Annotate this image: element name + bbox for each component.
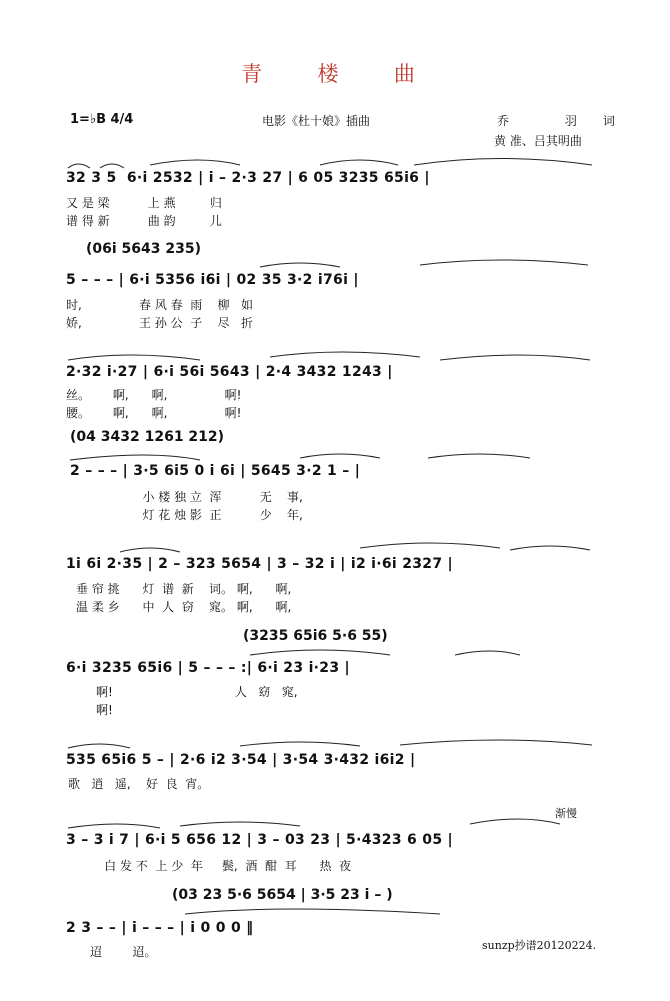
score-line-2-lyrics-verse-1: 时, 春 风 春 雨 柳 如 <box>66 298 253 312</box>
key-signature: 1=♭B 4/4 <box>70 112 134 127</box>
score-line-8-notes: 3 – 3 i 7 | 6·i 5 656 12 | 3 – 03 23 | 5·4323 6 05 | <box>66 832 453 848</box>
transcriber-credit: sunzp抄谱20120224. <box>482 939 597 952</box>
slur-mark <box>270 352 420 357</box>
slur-mark <box>100 164 124 168</box>
score-line-5-lyrics-verse-1: 垂 帘 挑 灯 谱 新 词。 啊, 啊, <box>76 582 292 596</box>
score-line-1-notes: 32 3 5 6·i 2532 | i – 2·3 27 | 6 05 3235 65i6 | <box>66 170 430 186</box>
slur-mark <box>510 546 590 550</box>
slur-mark <box>400 740 592 745</box>
score-line-4-notes: 2 – – – | 3·5 6i5 0 i 6i | 5645 3·2 1 – | <box>70 463 361 479</box>
slur-mark <box>300 454 380 458</box>
score-line-4-lyrics-verse-2: 灯 花 烛 影 正 少 年, <box>70 508 303 522</box>
interlude-1: (06i 5643 235) <box>86 241 202 257</box>
interlude-3: (3235 65i6 5·6 55) <box>243 628 388 644</box>
slur-mark <box>250 650 390 655</box>
score-line-2-notes: 5 – – – | 6·i 5356 i6i | 02 35 3·2 i76i | <box>66 272 359 288</box>
slur-mark <box>70 455 200 460</box>
score-line-3-notes: 2·32 i·27 | 6·i 56i 5643 | 2·4 3432 1243 | <box>66 364 393 380</box>
slur-mark <box>68 744 130 748</box>
score-line-5-lyrics-verse-2: 温 柔 乡 中 人 窃 窕。 啊, 啊, <box>76 600 292 614</box>
slur-mark <box>180 822 300 826</box>
interlude-2: (04 3432 1261 212) <box>70 429 225 445</box>
slur-mark <box>120 548 180 552</box>
score-line-1-lyrics-verse-2: 谱 得 新 曲 韵 儿 <box>66 214 222 228</box>
score-line-7-notes: 535 65i6 5 – | 2·6 i2 3·54 | 3·54 3·432 i6i2 | <box>66 752 416 768</box>
slur-mark <box>414 159 592 166</box>
slur-mark <box>360 543 500 548</box>
lyricist: 乔 羽词 <box>497 114 641 128</box>
score-line-8-lyrics-verse-1: 白 发 不 上 少 年 鬓, 酒 酣 耳 热 夜 <box>66 859 352 873</box>
score-line-2-lyrics-verse-2: 娇, 王 孙 公 子 尽 折 <box>66 316 253 330</box>
slur-mark <box>455 651 520 655</box>
slur-mark <box>428 454 530 458</box>
interlude-4: (03 23 5·6 5654 | 3·5 23 i – ) <box>172 887 393 903</box>
score-line-5-notes: 1i 6i 2·35 | 2 – 323 5654 | 3 – 32 i | i2 i·6i 2327 | <box>66 556 453 572</box>
composer: 黄 准、吕其明曲 <box>494 134 582 148</box>
slur-mark <box>260 263 340 267</box>
slur-mark <box>240 742 360 746</box>
score-line-1-lyrics-verse-1: 又 是 梁 上 燕 归 <box>66 196 222 210</box>
score-line-6-lyrics-verse-2: 啊! <box>96 703 113 717</box>
score-line-9-notes: 2 3 – – | i – – – | i 0 0 0 ‖ <box>66 920 254 936</box>
slur-mark <box>470 819 560 824</box>
slur-mark <box>440 355 590 360</box>
score-line-6-notes: 6·i 3235 65i6 | 5 – – – :| 6·i 23 i·23 | <box>66 660 350 676</box>
score-line-4-lyrics-verse-1: 小 楼 独 立 浑 无 事, <box>70 490 303 504</box>
slur-mark <box>420 260 588 265</box>
slur-mark <box>68 824 160 828</box>
slur-mark <box>185 909 440 914</box>
slur-mark <box>68 164 90 168</box>
score-line-3-lyrics-verse-2: 腰。 啊, 啊, 啊! <box>66 406 242 420</box>
score-line-3-lyrics-verse-1: 丝。 啊, 啊, 啊! <box>66 388 242 402</box>
slur-mark <box>68 355 200 360</box>
tempo-mark: 渐慢 <box>555 807 577 820</box>
score-line-6-lyrics-verse-1: 啊! 人 窈 窕, <box>96 685 298 699</box>
subtitle: 电影《杜十娘》插曲 <box>262 114 371 128</box>
score-line-7-lyrics-verse-1: 歌 逍 遥, 好 良 宵。 <box>68 777 210 791</box>
slur-mark <box>150 160 240 165</box>
page-title: 青 楼 曲 <box>241 62 429 86</box>
slur-mark <box>320 160 398 165</box>
score-line-9-lyrics-verse-1: 迢 迢。 <box>90 945 157 959</box>
